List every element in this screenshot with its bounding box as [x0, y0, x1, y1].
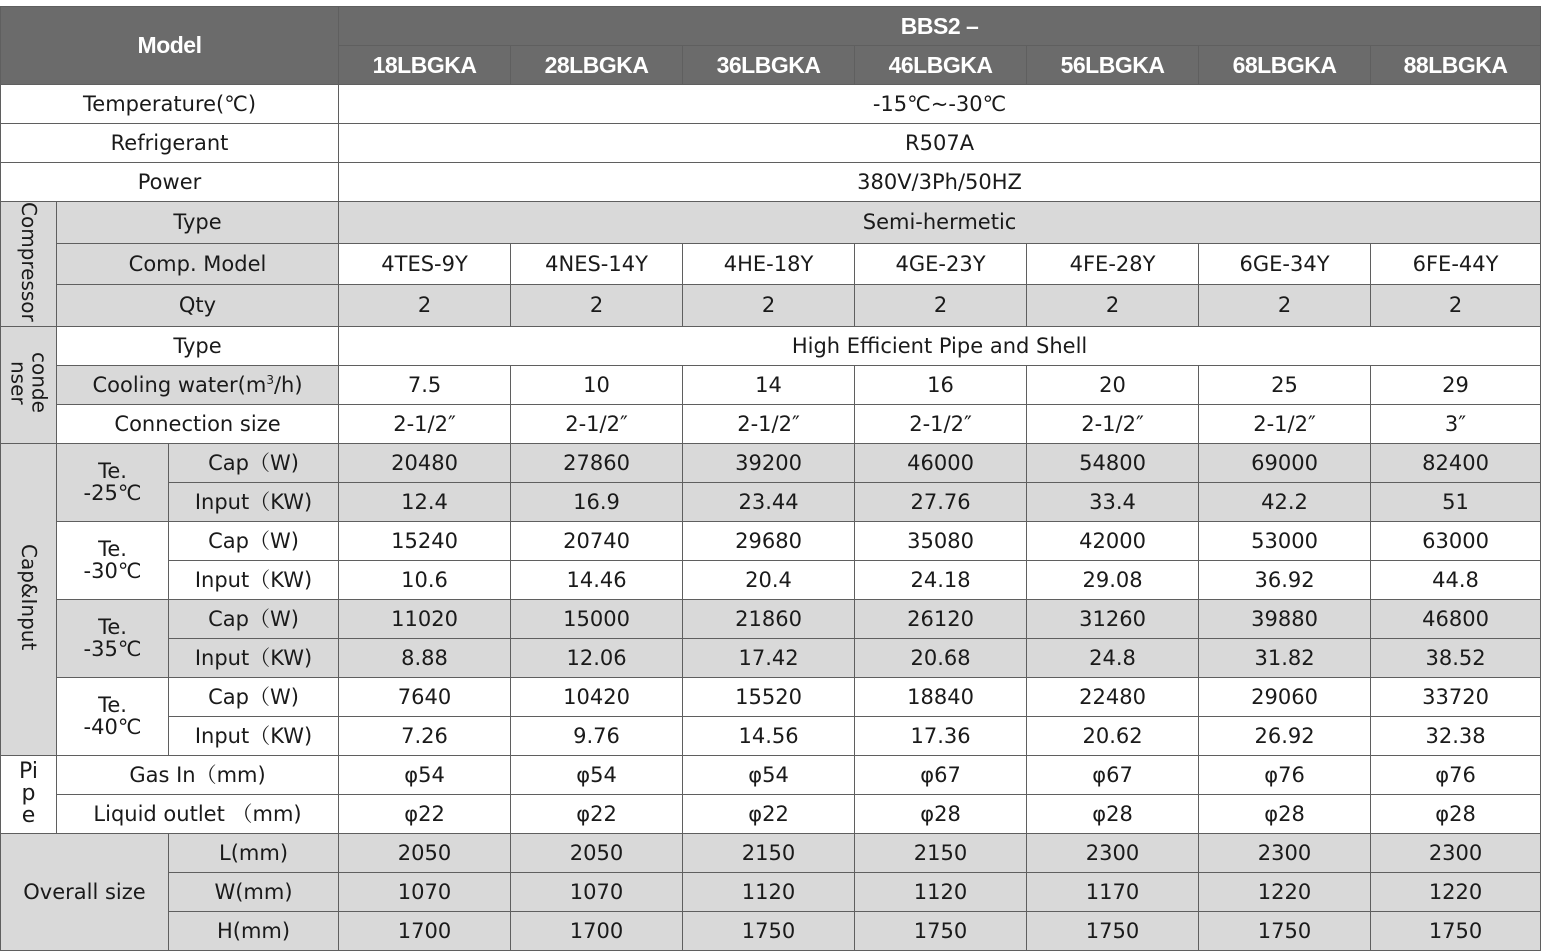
width-cell: 1170	[1027, 872, 1199, 911]
input-cell: 8.88	[339, 638, 511, 677]
input-cell: 33.4	[1027, 482, 1199, 521]
connection-size-cell: 2-1/2″	[1199, 404, 1371, 443]
spec-table	[0, 6, 1541, 951]
gas-in-cell: φ67	[1027, 755, 1199, 794]
length-row	[1, 833, 1541, 872]
input-cell: 20.68	[855, 638, 1027, 677]
cooling-water-cell: 25	[1199, 365, 1371, 404]
comp-model-cell: 4HE-18Y	[683, 243, 855, 285]
series-header: BBS2 –	[339, 7, 1541, 46]
power-value: 380V/3Ph/50HZ	[339, 163, 1541, 202]
input-label: Input（KW)	[169, 560, 339, 599]
cap-cell: 15520	[683, 677, 855, 716]
length-cell: 2150	[683, 833, 855, 872]
cap-cell: 69000	[1199, 443, 1371, 482]
width-cell: 1220	[1371, 872, 1541, 911]
cap-cell: 53000	[1199, 521, 1371, 560]
pipe-group-label: Pipe	[1, 755, 57, 833]
cap-row	[1, 599, 1541, 638]
cooling-water-cell: 7.5	[339, 365, 511, 404]
height-row	[1, 911, 1541, 950]
comp-model-cell: 6FE-44Y	[1371, 243, 1541, 285]
comp-model-cell: 4FE-28Y	[1027, 243, 1199, 285]
liquid-outlet-row	[1, 794, 1541, 833]
qty-cell: 2	[1027, 285, 1199, 327]
compressor-group-label: Compressor	[1, 202, 57, 327]
length-cell: 2050	[339, 833, 511, 872]
gas-in-cell: φ54	[683, 755, 855, 794]
width-label: W(mm)	[169, 872, 339, 911]
cap-cell: 46000	[855, 443, 1027, 482]
width-cell: 1070	[339, 872, 511, 911]
length-cell: 2300	[1371, 833, 1541, 872]
compressor-type-label: Type	[57, 202, 339, 244]
cooling-water-cell: 29	[1371, 365, 1541, 404]
cap-label: Cap（W)	[169, 677, 339, 716]
connection-size-cell: 3″	[1371, 404, 1541, 443]
temperature-label: Temperature(℃)	[1, 85, 339, 124]
cap-label: Cap（W)	[169, 443, 339, 482]
model-header: Model	[1, 7, 339, 85]
qty-cell: 2	[339, 285, 511, 327]
cooling-water-cell: 16	[855, 365, 1027, 404]
liquid-outlet-cell: φ22	[511, 794, 683, 833]
comp-model-cell: 4GE-23Y	[855, 243, 1027, 285]
liquid-outlet-cell: φ22	[339, 794, 511, 833]
height-cell: 1750	[683, 911, 855, 950]
comp-model-cell: 4TES-9Y	[339, 243, 511, 285]
cap-cell: 10420	[511, 677, 683, 716]
condenser-type-value: High Efficient Pipe and Shell	[339, 326, 1541, 365]
width-row	[1, 872, 1541, 911]
length-cell: 2300	[1199, 833, 1371, 872]
height-cell: 1700	[511, 911, 683, 950]
condenser-type-label: Type	[57, 326, 339, 365]
cap-cell: 63000	[1371, 521, 1541, 560]
refrigerant-label: Refrigerant	[1, 124, 339, 163]
length-cell: 2300	[1027, 833, 1199, 872]
cap-cell: 82400	[1371, 443, 1541, 482]
cap-row	[1, 677, 1541, 716]
cap-cell: 35080	[855, 521, 1027, 560]
input-cell: 20.4	[683, 560, 855, 599]
cap-cell: 15240	[339, 521, 511, 560]
cap-label: Cap（W)	[169, 521, 339, 560]
gas-in-cell: φ76	[1199, 755, 1371, 794]
refrigerant-row	[1, 124, 1541, 163]
gas-in-label: Gas In（mm)	[57, 755, 339, 794]
cap-cell: 31260	[1027, 599, 1199, 638]
input-label: Input（KW)	[169, 482, 339, 521]
input-cell: 12.06	[511, 638, 683, 677]
input-label: Input（KW)	[169, 638, 339, 677]
cap-cell: 27860	[511, 443, 683, 482]
liquid-outlet-label: Liquid outlet （mm)	[57, 794, 339, 833]
input-row	[1, 560, 1541, 599]
compressor-type-row	[1, 202, 1541, 244]
input-cell: 7.26	[339, 716, 511, 755]
input-cell: 36.92	[1199, 560, 1371, 599]
cap-label: Cap（W)	[169, 599, 339, 638]
comp-model-row	[1, 243, 1541, 285]
qty-cell: 2	[1371, 285, 1541, 327]
condenser-type-row	[1, 326, 1541, 365]
input-cell: 17.36	[855, 716, 1027, 755]
cap-cell: 39200	[683, 443, 855, 482]
temperature-value: -15℃~-30℃	[339, 85, 1541, 124]
cap-cell: 33720	[1371, 677, 1541, 716]
input-row	[1, 482, 1541, 521]
header-row-series	[1, 7, 1541, 46]
temperature-row	[1, 85, 1541, 124]
cap-row	[1, 521, 1541, 560]
cap-cell: 54800	[1027, 443, 1199, 482]
input-cell: 14.56	[683, 716, 855, 755]
qty-cell: 2	[683, 285, 855, 327]
input-cell: 42.2	[1199, 482, 1371, 521]
capinput-group-label: Cap&Input	[1, 443, 57, 755]
model-name: 68LBGKA	[1199, 46, 1371, 85]
connection-size-cell: 2-1/2″	[511, 404, 683, 443]
input-cell: 24.8	[1027, 638, 1199, 677]
cap-cell: 22480	[1027, 677, 1199, 716]
cap-cell: 29680	[683, 521, 855, 560]
input-cell: 14.46	[511, 560, 683, 599]
cap-cell: 20480	[339, 443, 511, 482]
gas-in-cell: φ76	[1371, 755, 1541, 794]
comp-model-cell: 6GE-34Y	[1199, 243, 1371, 285]
power-label: Power	[1, 163, 339, 202]
length-cell: 2150	[855, 833, 1027, 872]
te-label: Te. -30℃	[57, 521, 169, 599]
input-cell: 12.4	[339, 482, 511, 521]
cap-cell: 7640	[339, 677, 511, 716]
input-cell: 23.44	[683, 482, 855, 521]
te-label: Te. -25℃	[57, 443, 169, 521]
refrigerant-value: R507A	[339, 124, 1541, 163]
cooling-water-cell: 10	[511, 365, 683, 404]
overall-size-label: Overall size	[1, 833, 169, 950]
input-cell: 26.92	[1199, 716, 1371, 755]
liquid-outlet-cell: φ28	[1027, 794, 1199, 833]
model-name: 56LBGKA	[1027, 46, 1199, 85]
cooling-water-cell: 14	[683, 365, 855, 404]
comp-model-label: Comp. Model	[57, 243, 339, 285]
input-row	[1, 716, 1541, 755]
cap-cell: 29060	[1199, 677, 1371, 716]
qty-cell: 2	[511, 285, 683, 327]
height-cell: 1750	[1199, 911, 1371, 950]
width-cell: 1120	[683, 872, 855, 911]
height-label: H(mm)	[169, 911, 339, 950]
height-cell: 1750	[1027, 911, 1199, 950]
cap-cell: 21860	[683, 599, 855, 638]
connection-size-cell: 2-1/2″	[683, 404, 855, 443]
liquid-outlet-cell: φ28	[855, 794, 1027, 833]
cap-cell: 20740	[511, 521, 683, 560]
cap-cell: 11020	[339, 599, 511, 638]
model-name: 46LBGKA	[855, 46, 1027, 85]
width-cell: 1220	[1199, 872, 1371, 911]
comp-model-cell: 4NES-14Y	[511, 243, 683, 285]
compressor-type-value: Semi-hermetic	[339, 202, 1541, 244]
length-cell: 2050	[511, 833, 683, 872]
input-cell: 10.6	[339, 560, 511, 599]
connection-size-cell: 2-1/2″	[855, 404, 1027, 443]
te-label: Te. -40℃	[57, 677, 169, 755]
liquid-outlet-cell: φ28	[1199, 794, 1371, 833]
height-cell: 1700	[339, 911, 511, 950]
power-row	[1, 163, 1541, 202]
input-cell: 17.42	[683, 638, 855, 677]
cap-cell: 18840	[855, 677, 1027, 716]
connection-size-row	[1, 404, 1541, 443]
input-cell: 51	[1371, 482, 1541, 521]
cooling-water-row	[1, 365, 1541, 404]
gas-in-cell: φ67	[855, 755, 1027, 794]
input-cell: 24.18	[855, 560, 1027, 599]
model-name: 18LBGKA	[339, 46, 511, 85]
qty-row	[1, 285, 1541, 327]
input-cell: 20.62	[1027, 716, 1199, 755]
model-name: 36LBGKA	[683, 46, 855, 85]
width-cell: 1120	[855, 872, 1027, 911]
liquid-outlet-cell: φ22	[683, 794, 855, 833]
qty-label: Qty	[57, 285, 339, 327]
cooling-water-label: Cooling $water(m^3/h)$	[57, 365, 339, 404]
gas-in-cell: φ54	[339, 755, 511, 794]
cap-cell: 42000	[1027, 521, 1199, 560]
input-cell: 9.76	[511, 716, 683, 755]
model-name: 28LBGKA	[511, 46, 683, 85]
qty-cell: 2	[855, 285, 1027, 327]
cap-row	[1, 443, 1541, 482]
cap-cell: 26120	[855, 599, 1027, 638]
connection-size-cell: 2-1/2″	[339, 404, 511, 443]
connection-size-cell: 2-1/2″	[1027, 404, 1199, 443]
liquid-outlet-cell: φ28	[1371, 794, 1541, 833]
gas-in-row	[1, 755, 1541, 794]
input-label: Input（KW)	[169, 716, 339, 755]
input-row	[1, 638, 1541, 677]
cooling-water-cell: 20	[1027, 365, 1199, 404]
height-cell: 1750	[855, 911, 1027, 950]
width-cell: 1070	[511, 872, 683, 911]
te-label: Te. -35℃	[57, 599, 169, 677]
input-cell: 38.52	[1371, 638, 1541, 677]
cap-cell: 15000	[511, 599, 683, 638]
input-cell: 27.76	[855, 482, 1027, 521]
model-name: 88LBGKA	[1371, 46, 1541, 85]
input-cell: 44.8	[1371, 560, 1541, 599]
cap-cell: 39880	[1199, 599, 1371, 638]
input-cell: 32.38	[1371, 716, 1541, 755]
condenser-group-label: conde nser	[1, 326, 57, 443]
input-cell: 31.82	[1199, 638, 1371, 677]
gas-in-cell: φ54	[511, 755, 683, 794]
input-cell: 29.08	[1027, 560, 1199, 599]
cap-cell: 46800	[1371, 599, 1541, 638]
length-label: L(mm)	[169, 833, 339, 872]
qty-cell: 2	[1199, 285, 1371, 327]
input-cell: 16.9	[511, 482, 683, 521]
height-cell: 1750	[1371, 911, 1541, 950]
connection-size-label: Connection size	[57, 404, 339, 443]
